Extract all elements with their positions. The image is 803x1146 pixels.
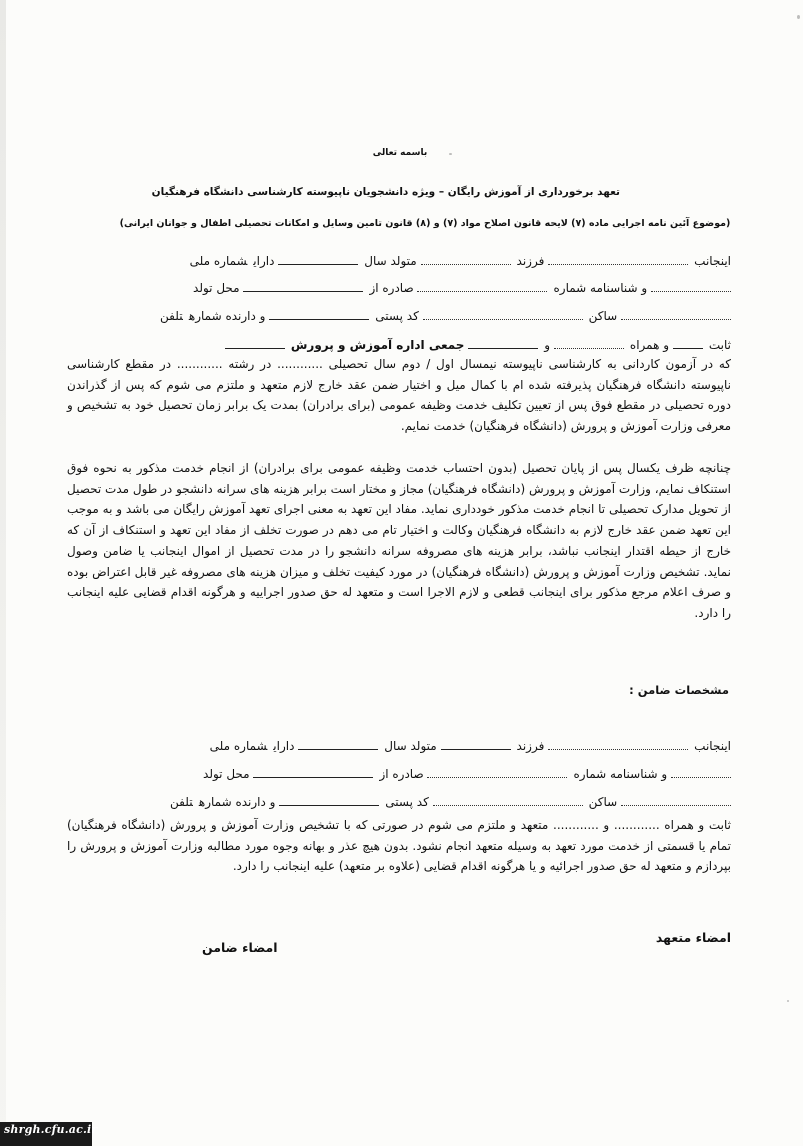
obligor-signature-label: امضاء متعهد xyxy=(655,930,731,945)
label-birth-place: محل تولد xyxy=(203,767,250,781)
office-field[interactable] xyxy=(225,339,285,349)
student-line-2 xyxy=(71,280,731,296)
label-birth-year: متولد سال xyxy=(384,739,437,753)
guarantor-line-1 xyxy=(71,738,731,754)
label-landline: ثابت xyxy=(708,338,731,352)
mobile-field[interactable] xyxy=(554,338,624,349)
guarantor-address-field[interactable] xyxy=(433,795,583,806)
label-child-of: فرزند xyxy=(516,739,545,753)
guarantor-father-field[interactable] xyxy=(441,740,511,750)
label-having: دارای xyxy=(253,254,275,268)
label-phone: تلفن xyxy=(160,309,183,323)
label-birth-place: محل تولد xyxy=(193,281,240,295)
student-line-1 xyxy=(71,253,731,269)
placeholder-dots xyxy=(621,795,731,806)
student-line-4 xyxy=(71,337,731,353)
student-line-3 xyxy=(71,308,731,324)
label-id-number: و شناسنامه شماره xyxy=(553,281,648,295)
label-having: دارای xyxy=(273,739,295,753)
label-resident: ساکن xyxy=(588,795,618,809)
label-postal-code: کد پستی xyxy=(375,309,419,323)
placeholder-dots xyxy=(621,309,731,320)
scan-speck xyxy=(787,1000,789,1002)
guarantor-birth-year-field[interactable] xyxy=(298,740,378,750)
label-child-of: فرزند xyxy=(516,254,545,268)
label-self: اینجانب xyxy=(694,254,731,268)
label-holder-number: و دارنده شماره xyxy=(198,795,276,809)
guarantor-line-3 xyxy=(71,794,731,810)
guarantor-heading: مشخصات ضامن : xyxy=(629,683,729,697)
birth-year-field[interactable] xyxy=(278,255,358,265)
commitment-paragraph-2: چنانچه ظرف یکسال پس از پایان تحصیل (بدون احتساب خدمت وظیفه عمومی برای برادران) از انجام خدمت مذکور به نحوه فوق استنکاف نمایم، وزارت آموزش و پرورش (دانشگاه فرهنگیان) مجاز و مختار است برابر هزینه های سرانه دانشجو در طول مدت تحصیل از تحویل مدارک تحصیلی تا انجام خدمت مذکور خودداری نماید. مفاد این تعهد به معنی اجرای تعهد آموزش رایگان می باشد و به موجب این تعهد ضمن عقد خارج لازم به دانشگاه فرهنگیان وکالت و اختیار تام می دهم در صورت تخلف از مفاد این تعهد و استنکاف از آن که خارج از حیطه اقتدار اینجانب نباشد، برابر هزینه های مصروفه سرانه دانشجو را در مدت تحصیل از اموال اینجانب یا ضامن وصول نماید. تشخیص وزارت آموزش و پرورش (دانشگاه فرهنگیان) در مورد کیفیت تخلف و میزان هزینه های مصروفه غیر قابل اعتراض بوده و صرف اعلام مرجع مذکور برای اینجانب قطعی و لازم الاجرا است و متعهد له حق صدور اجراییه و هرگونه اقدام قضایی علیه اینجانب را دارد. xyxy=(67,461,731,620)
guarantor-id-field[interactable] xyxy=(427,767,567,778)
label-id-number: و شناسنامه شماره xyxy=(573,767,668,781)
label-national-id: شماره ملی xyxy=(189,254,248,268)
document-subtitle: (موضوع آئین نامه اجرایی ماده (۷) لایحه قانون اصلاح مواد (۷) و (۸) قانون تامین وسایل و امکانات تحصیلی اطفال و جوانان ایرانی) xyxy=(119,218,731,229)
label-and: و xyxy=(544,338,551,352)
extra-field[interactable] xyxy=(468,339,538,349)
commitment-paragraph-1: که در آزمون کاردانی به کارشناسی ناپیوسته نیمسال اول / دوم سال تحصیلی ............ در رشته ............ در مقطع کارشناسی ناپیوسته دانشگاه فرهنگیان پذیرفته شده ام با کمال میل و اختیار ضمن عقد خارج لازم متعهد و ملتزم می شوم که پس از گذراندن دوره تحصیلی در مقطع فوق پس از تعیین تکلیف خدمت وظیفه عمومی (برای برادران) بمدت یک برابر زمان تحصیل خود به تشخیص و معرفی وزارت آموزش و پرورش (دانشگاه فرهنگیان) خدمت نمایم. xyxy=(67,357,731,434)
label-phone: تلفن xyxy=(170,795,193,809)
guarantor-signature-label: امضاء ضامن xyxy=(202,940,278,955)
footer-site-text: shrgh.cfu.ac.ir xyxy=(4,1123,98,1136)
bismillah-heading: باسمه تعالی xyxy=(372,148,428,158)
label-national-id: شماره ملی xyxy=(209,739,268,753)
label-education-office: جمعی اداره آموزش و پرورش xyxy=(290,338,465,352)
placeholder-dots xyxy=(671,767,731,778)
id-number-field[interactable] xyxy=(417,281,547,292)
issued-from-field[interactable] xyxy=(243,282,363,292)
guarantor-postal-field[interactable] xyxy=(279,796,379,806)
label-issued-from: صادره از xyxy=(379,767,424,781)
guarantor-line-2 xyxy=(71,766,731,782)
scan-edge xyxy=(0,0,6,1146)
guarantor-name-field[interactable] xyxy=(548,739,688,750)
label-issued-from: صادره از xyxy=(369,281,414,295)
postal-code-field[interactable] xyxy=(269,310,369,320)
name-field[interactable] xyxy=(548,254,688,265)
placeholder-dots xyxy=(651,281,731,292)
guarantor-issued-field[interactable] xyxy=(253,768,373,778)
label-holder-number: و دارنده شماره xyxy=(188,309,266,323)
label-postal-code: کد پستی xyxy=(385,795,429,809)
landline-field[interactable] xyxy=(673,339,703,349)
document-title: تعهد برخورداری از آموزش رایگان – ویژه دانشجویان ناپیوسته کارشناسی دانشگاه فرهنگیان xyxy=(151,186,620,198)
scan-speck xyxy=(797,15,800,19)
father-name-field[interactable] xyxy=(421,254,511,265)
label-mobile: و همراه xyxy=(629,338,670,352)
label-resident: ساکن xyxy=(588,309,618,323)
address-field[interactable] xyxy=(423,309,583,320)
label-self: اینجانب xyxy=(694,739,731,753)
guarantor-paragraph: ثابت و همراه ............ و ............ متعهد و ملتزم می شوم در صورتی که با تشخیص وزارت آموزش و پرورش (دانشگاه فرهنگیان) تمام یا قسمتی از خدمت مورد تعهد به وسیله متعهد انجام نشود. بدون هیچ عذر و بهانه وجوه مورد مطالبه وزارت آموزش و پرورش را بپردازم و متعهد له حق صدور اجرائیه و یا هرگونه اقدام قضایی (علاوه بر متعهد) علیه اینجانب را دارد. xyxy=(67,818,731,874)
label-birth-year: متولد سال xyxy=(364,254,417,268)
